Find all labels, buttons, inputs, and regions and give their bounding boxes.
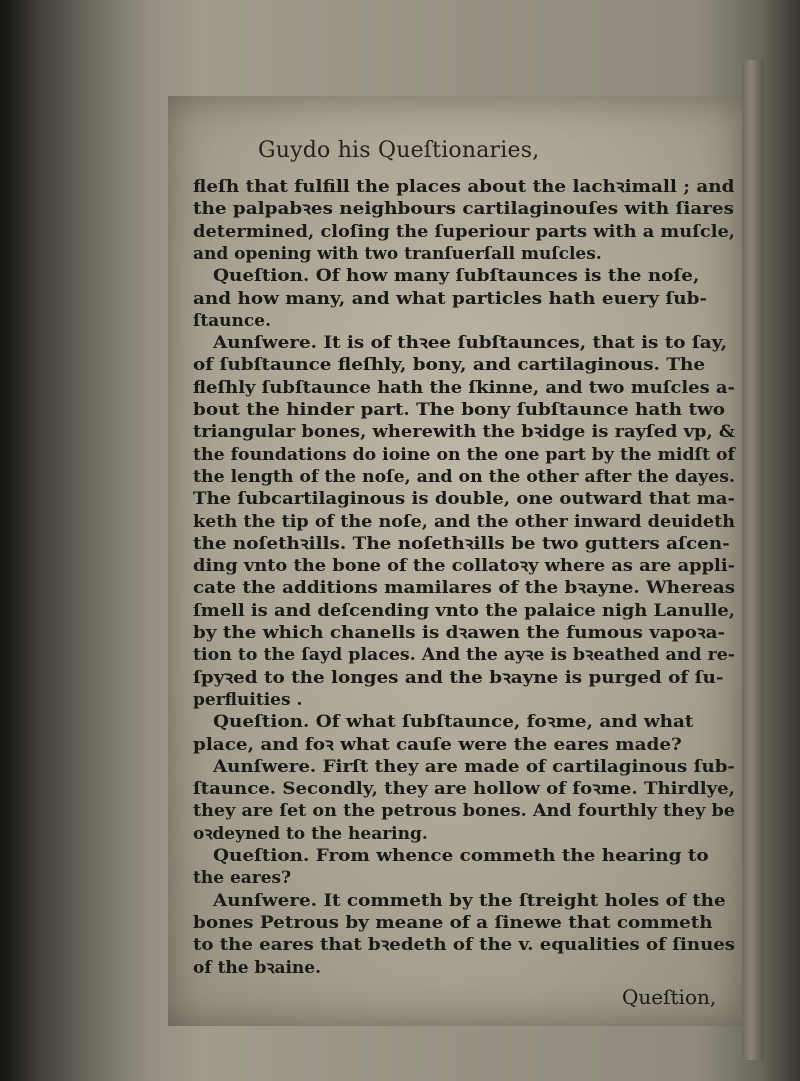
text-line: the eares? [193, 868, 292, 889]
text-line: and how many, and what particles hath euery ſub- [193, 288, 708, 309]
text-line: of ſubſtaunce fleſhly, bony, and cartilaginous. The [193, 355, 706, 376]
text-line: and opening with two tranſuerſall muſcles. [193, 243, 602, 264]
text-line: fleſh that fulfill the places about the lachꝛimall ; and [193, 177, 735, 197]
text-line: ſtaunce. [193, 310, 271, 331]
text-line: Aunſwere. Firſt they are made of cartilaginous ſub- [213, 756, 735, 777]
text-line: Queſtion. From whence commeth the hearing to [213, 846, 709, 866]
binding-shadow [0, 0, 150, 1081]
text-line: Queſtion. Of what ſubſtaunce, foꝛme, and what [213, 712, 694, 733]
text-line: bones Petrous by meane of a ſinewe that commeth [193, 912, 713, 933]
text-line: the foundations do ioine on the one part by the midſt of [193, 444, 735, 465]
text-line: fleſhly ſubſtaunce hath the ſkinne, and two muſcles a- [193, 377, 735, 398]
text-line: keth the tip of the noſe, and the other inward deuideth [193, 511, 735, 532]
text-line: triangular bones, wherewith the bꝛidge is rayſed vp, & [193, 422, 735, 443]
text-line: ſpyꝛed to the longes and the bꝛayne is purged of ſu- [193, 667, 724, 688]
text-line: Aunſwere. It is of thꝛee ſubſtaunces, that is to ſay, [213, 333, 728, 354]
text-line: the noſethꝛills. The noſethꝛills be two gutters aſcen- [193, 533, 730, 554]
catchword: Queſtion, [622, 984, 717, 1009]
text-line: bout the hinder part. The bony ſubſtaunce hath two [193, 400, 726, 420]
text-line: perfluities . [193, 689, 303, 710]
text-line: place, and foꝛ what cauſe were the eares made? [193, 734, 682, 755]
text-line: Queſtion. Of how many ſubſtaunces is the noſe, [213, 266, 700, 287]
text-line: the length of the noſe, and on the other after the dayes. [193, 466, 735, 487]
running-head: Guydo his Queſtionaries, [258, 138, 540, 163]
text-line: ding vnto the bone of the collatoꝛy where as are appli- [193, 556, 735, 577]
text-line: The ſubcartilaginous is double, one outward that ma- [193, 489, 735, 510]
text-line: of the bꝛaine. [193, 957, 322, 978]
text-line: the palpabꝛes neighbours cartilaginouſes with ſiares [193, 199, 734, 220]
text-line: cate the additions mamilares of the bꝛayne. Whereas [193, 578, 735, 599]
text-line: ſmell is and deſcending vnto the palaice nigh Lanulle, [193, 600, 735, 621]
text-line: to the eares that bꝛedeth of the v. equalities of ſinues [193, 935, 735, 956]
text-line: Aunſwere. It commeth by the ſtreight holes of the [213, 890, 726, 911]
text-line: ſtaunce. Secondly, they are hollow of foꝛme. Thirdlye, [193, 779, 735, 800]
text-line: they are ſet on the petrous bones. And fourthly they be [193, 801, 735, 822]
text-line: oꝛdeyned to the hearing. [193, 823, 428, 844]
text-line: determined, cloſing the ſuperiour parts with a muſcle, [193, 221, 735, 242]
text-line: by the which chanells is dꝛawen the fumous vapoꝛa- [193, 623, 726, 643]
text-line: tion to the ſayd places. And the ayꝛe is bꝛeathed and re- [193, 645, 735, 666]
page-edge [742, 60, 764, 1060]
